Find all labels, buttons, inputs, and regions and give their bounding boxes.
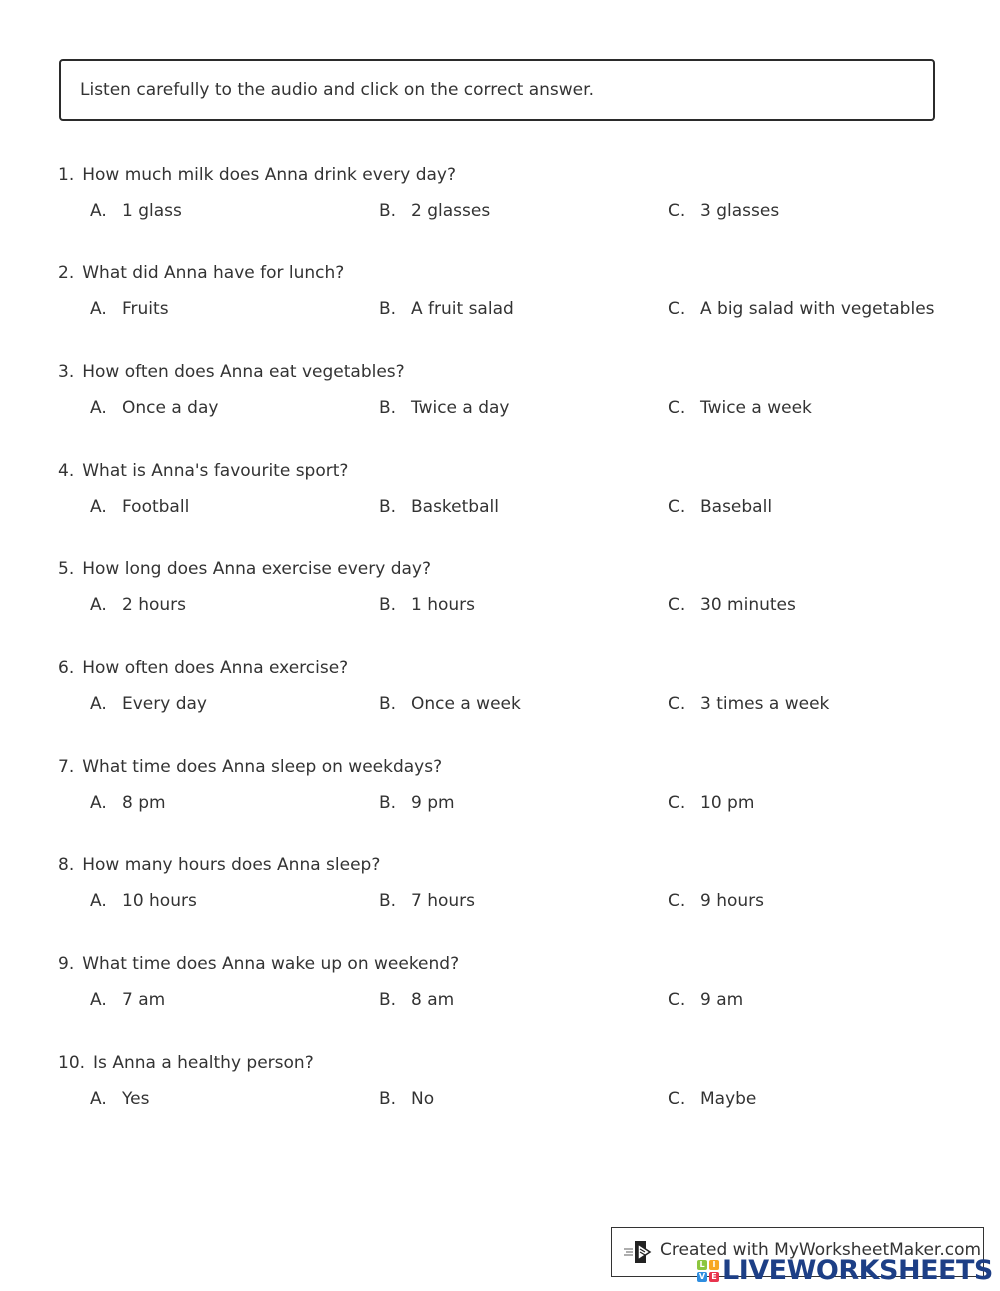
option-text[interactable]: Maybe [700,1089,757,1109]
option-text[interactable]: Twice a day [411,398,510,418]
option-letter: B. [379,694,397,714]
option-a[interactable] [90,791,166,815]
question-number: 3. [58,362,75,382]
question-text [58,1051,958,1075]
option-letter: B. [379,201,397,221]
liveworksheets-logo[interactable] [697,1257,993,1285]
option-letter: B. [379,793,397,813]
option-c[interactable] [668,692,829,716]
question-number: 4. [58,461,75,481]
option-b[interactable] [379,889,475,913]
question-10 [58,1051,958,1111]
option-letter: C. [668,398,686,418]
question-number: 9. [58,954,75,974]
question-label: What time does Anna wake up on weekend? [82,954,460,974]
option-text[interactable]: 7 hours [411,891,476,911]
logo-wordmark: LIVEWORKSHEETS [722,1255,993,1286]
option-c[interactable] [668,791,754,815]
option-a[interactable] [90,495,189,519]
option-letter: B. [379,595,397,615]
option-text[interactable]: 9 pm [411,793,455,813]
question-text [58,853,958,877]
worksheet-maker-icon [624,1238,656,1266]
question-text [58,656,958,680]
option-letter: C. [668,891,686,911]
option-a[interactable] [90,396,218,420]
option-a[interactable] [90,199,182,223]
option-b[interactable] [379,692,521,716]
question-1 [58,163,958,223]
option-text[interactable]: Basketball [411,497,499,517]
question-text [58,360,958,384]
option-text[interactable]: 30 minutes [700,595,796,615]
option-text[interactable]: 3 times a week [700,694,830,714]
question-4 [58,459,958,519]
question-text [58,755,958,779]
question-text [58,557,958,581]
option-text[interactable]: 10 hours [122,891,197,911]
option-text[interactable]: Once a day [122,398,219,418]
option-text[interactable]: No [411,1089,435,1109]
option-letter: C. [668,694,686,714]
option-text[interactable]: Fruits [122,299,169,319]
option-b[interactable] [379,495,499,519]
option-letter: A. [90,990,107,1010]
option-text[interactable]: Baseball [700,497,773,517]
option-text[interactable]: Yes [122,1089,150,1109]
logo-tile-i: I [709,1260,719,1270]
option-text[interactable]: Football [122,497,190,517]
option-letter: A. [90,595,107,615]
option-c[interactable] [668,297,935,321]
option-a[interactable] [90,988,165,1012]
question-6 [58,656,958,716]
option-letter: A. [90,1089,107,1109]
logo-tile-l: L [697,1260,707,1270]
option-text[interactable]: 7 am [122,990,166,1010]
option-c[interactable] [668,199,779,223]
option-letter: C. [668,299,686,319]
option-letter: C. [668,793,686,813]
option-letter: C. [668,201,686,221]
instructions-box [59,59,935,121]
question-text [58,261,958,285]
option-letter: A. [90,694,107,714]
logo-tile-e: E [709,1272,719,1282]
question-label: How many hours does Anna sleep? [82,855,381,875]
instructions-text: Listen carefully to the audio and click on the correct answer. [80,80,594,100]
option-a[interactable] [90,593,186,617]
question-9 [58,952,958,1012]
question-number: 1. [58,165,75,185]
question-number: 2. [58,263,75,283]
option-text[interactable]: 8 am [411,990,455,1010]
option-letter: A. [90,497,107,517]
option-b[interactable] [379,199,490,223]
option-a[interactable] [90,889,197,913]
option-letter: B. [379,299,397,319]
option-letter: C. [668,595,686,615]
option-letter: B. [379,891,397,911]
option-text[interactable]: 1 glass [122,201,182,221]
option-text[interactable]: Every day [122,694,207,714]
question-number: 6. [58,658,75,678]
question-label: What did Anna have for lunch? [82,263,345,283]
option-letter: A. [90,891,107,911]
option-letter: C. [668,497,686,517]
option-letter: C. [668,1089,686,1109]
option-text[interactable]: A big salad with vegetables [700,299,935,319]
option-text[interactable]: 9 hours [700,891,765,911]
question-label: What is Anna's favourite sport? [82,461,349,481]
option-text[interactable]: 2 glasses [411,201,491,221]
question-number: 7. [58,757,75,777]
question-label: How often does Anna exercise? [82,658,349,678]
logo-tile-v: V [698,1272,706,1281]
option-letter: B. [379,398,397,418]
question-label: How much milk does Anna drink every day? [82,165,457,185]
option-b[interactable] [379,1087,434,1111]
option-c[interactable] [668,1087,756,1111]
option-b[interactable] [379,791,455,815]
option-c[interactable] [668,593,796,617]
option-text[interactable]: 8 pm [122,793,166,813]
option-b[interactable] [379,988,454,1012]
option-text[interactable]: 9 am [700,990,744,1010]
option-letter: A. [90,793,107,813]
option-c[interactable] [668,396,812,420]
question-label: How often does Anna eat vegetables? [82,362,405,382]
option-text[interactable]: 2 hours [122,595,187,615]
option-text[interactable]: 3 glasses [700,201,780,221]
created-with-text: Created with MyWorksheetMaker.com [660,1240,982,1260]
option-text[interactable]: 10 pm [700,793,755,813]
option-b[interactable] [379,396,510,420]
option-letter: B. [379,1089,397,1109]
option-letter: A. [90,201,107,221]
option-text[interactable]: 1 hours [411,595,476,615]
option-letter: C. [668,990,686,1010]
option-c[interactable] [668,889,764,913]
option-text[interactable]: Once a week [411,694,521,714]
question-8 [58,853,958,913]
option-b[interactable] [379,593,475,617]
question-label: What time does Anna sleep on weekdays? [82,757,443,777]
option-text[interactable]: Twice a week [700,398,812,418]
option-a[interactable] [90,297,169,321]
question-number: 8. [58,855,75,875]
question-number: 10. [58,1053,86,1073]
option-letter: A. [90,398,107,418]
question-3 [58,360,958,420]
question-5 [58,557,958,617]
option-a[interactable] [90,692,207,716]
question-2 [58,261,958,321]
question-label: How long does Anna exercise every day? [82,559,432,579]
option-letter: B. [379,497,397,517]
option-b[interactable] [379,297,514,321]
option-a[interactable] [90,1087,149,1111]
question-number: 5. [58,559,75,579]
option-letter: B. [379,990,397,1010]
logo-tiles [697,1260,719,1282]
option-letter: A. [90,299,107,319]
option-c[interactable] [668,988,743,1012]
question-label: Is Anna a healthy person? [93,1053,314,1073]
question-text [58,459,958,483]
question-text [58,952,958,976]
option-c[interactable] [668,495,772,519]
question-text [58,163,958,187]
option-text[interactable]: A fruit salad [411,299,514,319]
question-7 [58,755,958,815]
